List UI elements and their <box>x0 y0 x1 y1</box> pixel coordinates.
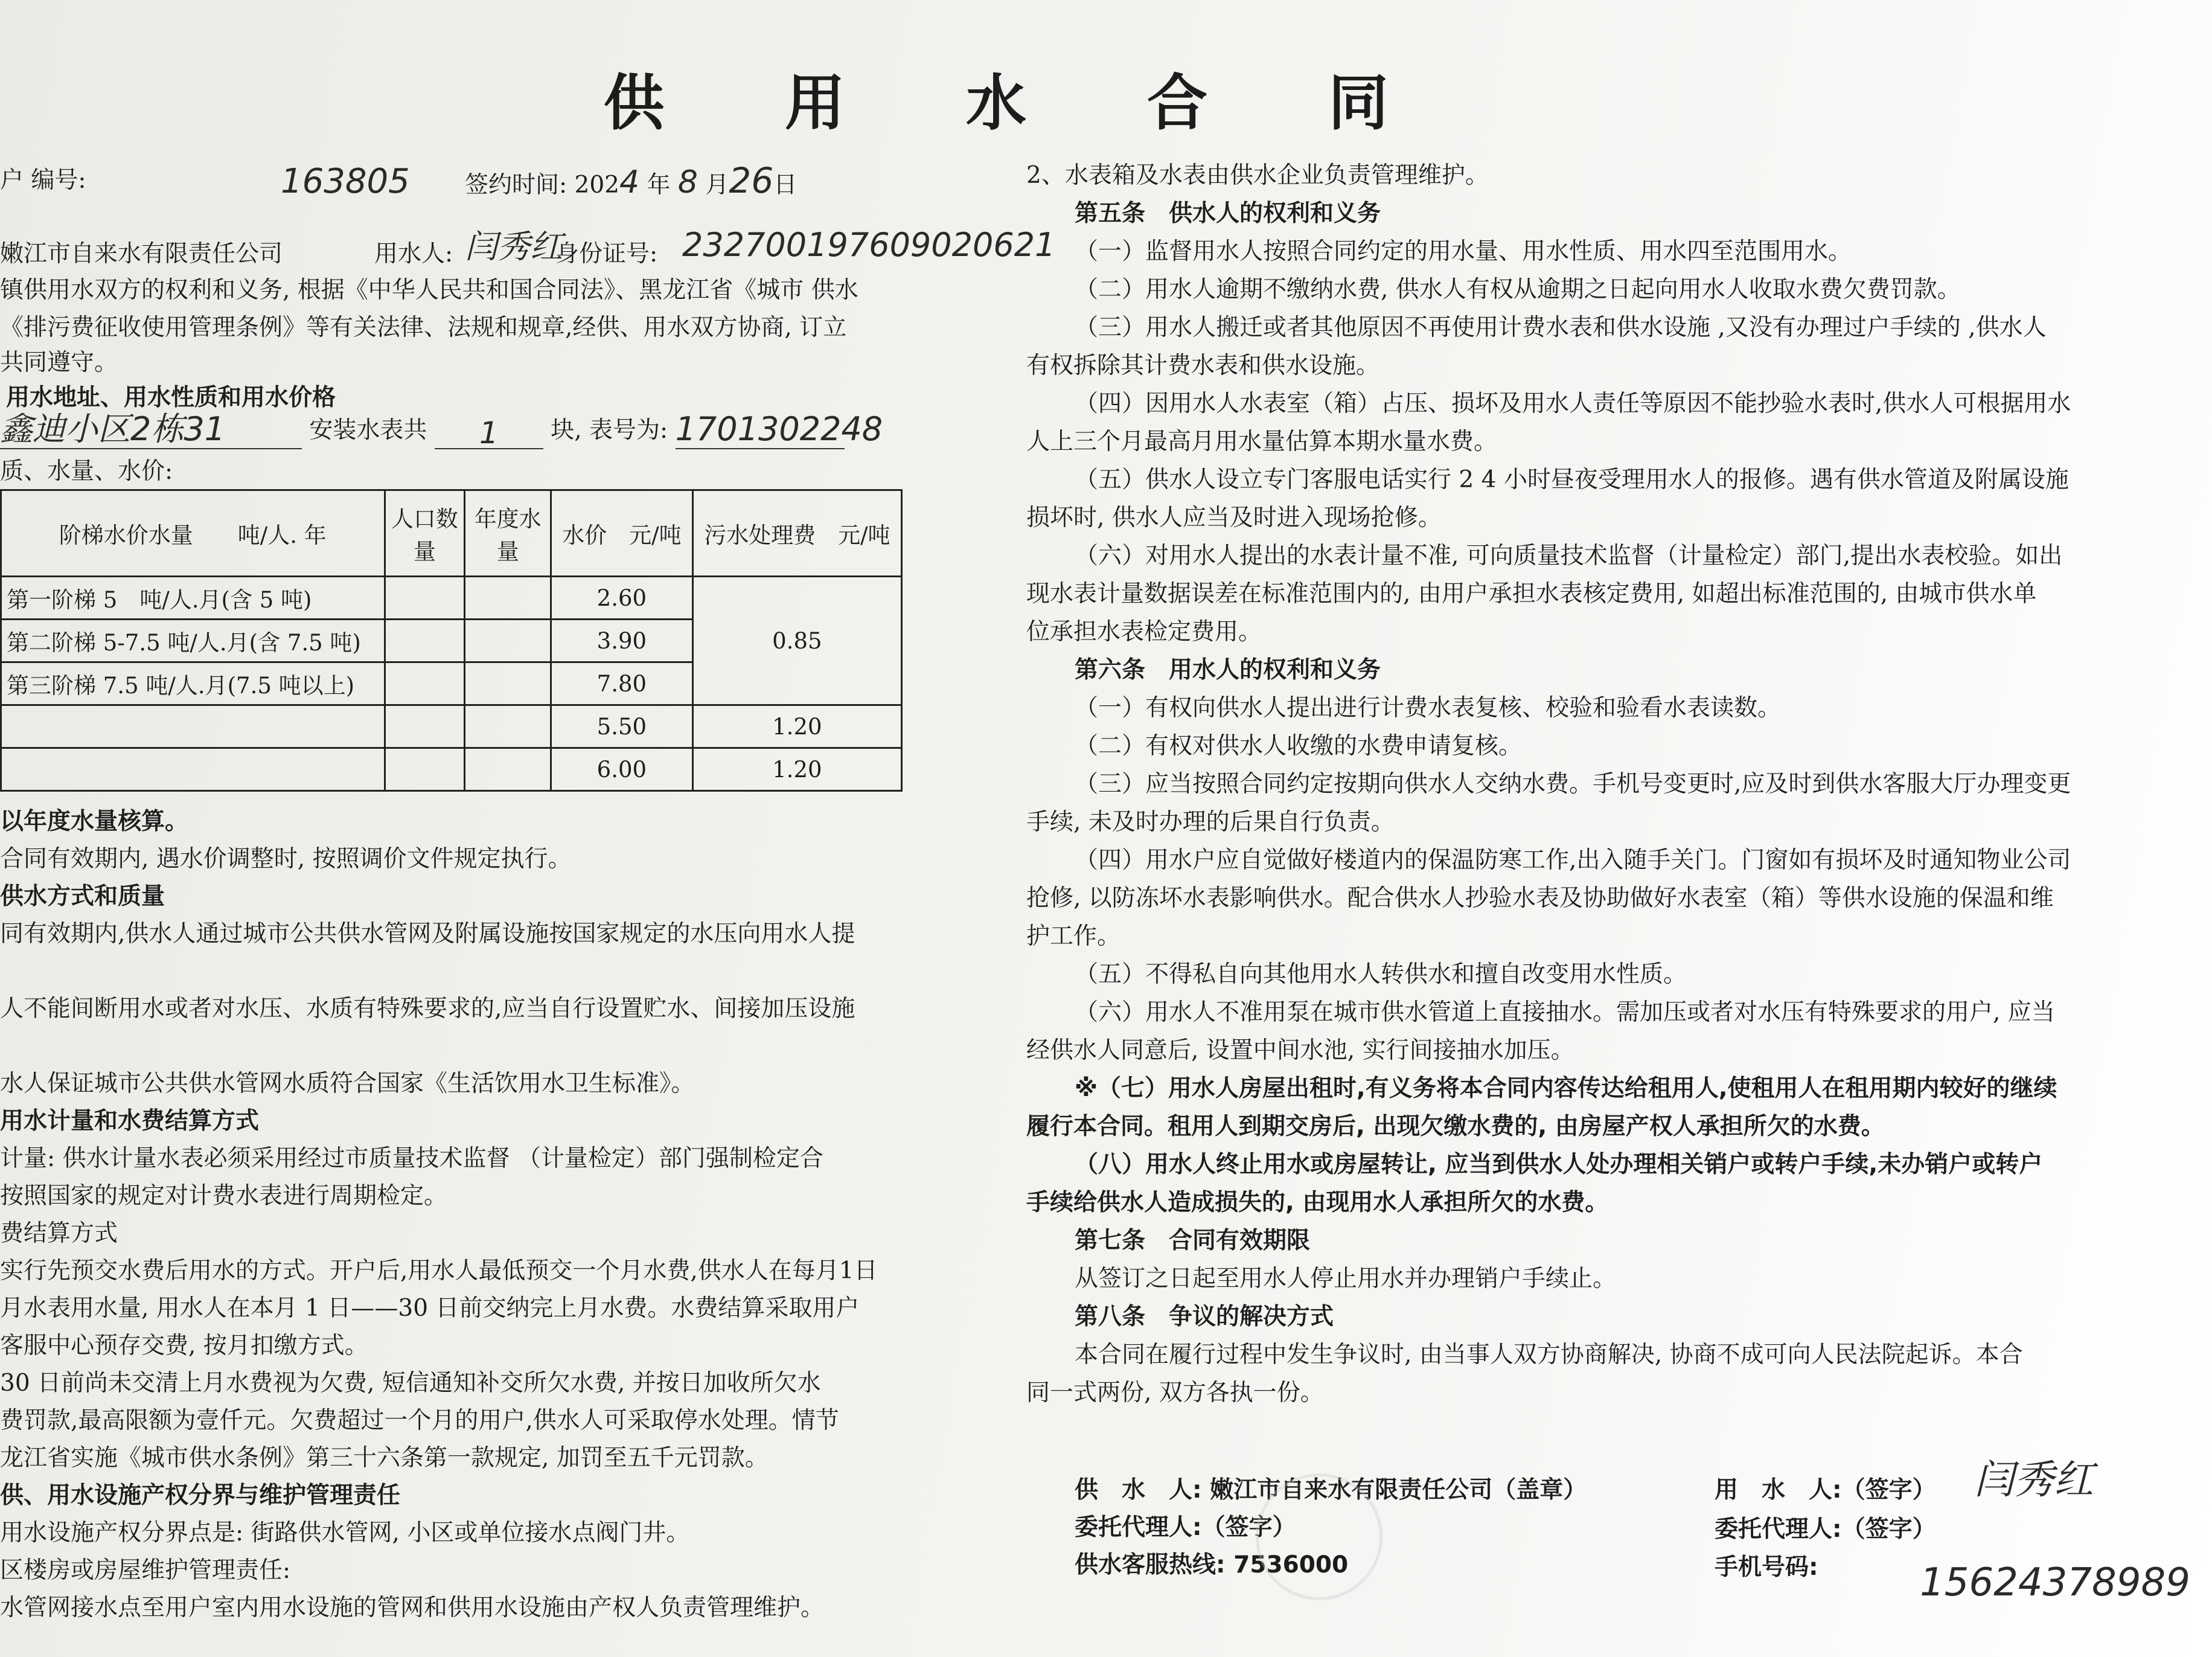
meter-count: 1 <box>435 414 543 449</box>
population-cell <box>385 662 465 705</box>
text-line: 同有效期内,供水人通过城市公共供水管网及附属设施按国家规定的水压向用水人提 <box>0 920 855 947</box>
text-line: （三）应当按照合同约定按期向供水人交纳水费。手机号变更时,应及时到供水客服大厅办理变更 <box>1075 771 2071 798</box>
user-signature: 闫秀红 <box>1974 1457 2094 1503</box>
population-cell <box>385 577 465 620</box>
price-cell: 2.60 <box>551 577 693 620</box>
annual-volume-cell <box>465 662 551 705</box>
table-header: 污水处理费 元/吨 <box>692 490 901 577</box>
title-char: 用 <box>785 68 845 138</box>
supplier-name: 嫩江市自来水有限责任公司 <box>0 240 283 268</box>
user-agent-label: 委托代理人:（签字） <box>1715 1516 1936 1543</box>
meter-mid: 块, 表号为: <box>551 417 668 444</box>
population-cell <box>385 705 465 748</box>
user-sign-label: 用 水 人:（签字） <box>1715 1476 1936 1504</box>
text-line: 用水设施产权分界点是: 街路供水管网, 小区或单位接水点阀门井。 <box>0 1519 690 1546</box>
text-line: 现水表计量数据误差在标准范围内的, 由用户承担水表核定费用, 如超出标准范围的, 由城市供水单 <box>1026 580 2037 607</box>
section-heading: （八）用水人终止用水或房屋转让, 应当到供水人处办理相关销户或转户手续,未办销户或转户 <box>1075 1151 2043 1178</box>
text-line: 区楼房或房屋维护管理责任: <box>0 1557 291 1584</box>
sewage-fee-cell: 1.20 <box>692 748 901 791</box>
section-heading: 履行本合同。租用人到期交房后, 出现欠缴水费的, 由房屋产权人承担所欠的水费。 <box>1026 1113 1885 1140</box>
phone-number: 15624378989 <box>1920 1560 2190 1605</box>
id-number: 232700197609020621 <box>682 226 1056 264</box>
price-cell: 7.80 <box>551 662 693 705</box>
meter-number: 1701302248 <box>675 410 883 448</box>
account-number: 163805 <box>281 162 410 201</box>
hotline-number: 7536000 <box>1233 1551 1349 1578</box>
text-line: 费结算方式 <box>0 1220 118 1247</box>
text-line: 客服中心预存交费, 按月扣缴方式。 <box>0 1332 368 1359</box>
table-header: 人口数量 <box>385 490 465 577</box>
annual-volume-cell <box>465 705 551 748</box>
text-line: 实行先预交水费后用水的方式。开户后,用水人最低预交一个月水费,供水人在每月1日 <box>0 1257 878 1284</box>
text-line: 抢修, 以防冻坏水表影响供水。配合供水人抄验水表及协助做好水表室（箱）等供水设施的保温和维 <box>1026 885 2054 912</box>
supplier-sign-label: 供 水 人: <box>1075 1476 1202 1504</box>
table-header: 年度水量 <box>465 490 551 577</box>
section-heading: 第六条 用水人的权利和义务 <box>1075 656 1381 684</box>
text-line: 合同有效期内, 遇水价调整时, 按照调价文件规定执行。 <box>0 845 572 873</box>
meter-prefix: 安装水表共 <box>309 417 427 444</box>
section-heading: 手续给供水人造成损失的, 由现用水人承担所欠的水费。 <box>1026 1189 1609 1216</box>
hotline-label: 供水客服热线: <box>1075 1551 1226 1578</box>
text-line: （四）用水户应自觉做好楼道内的保温防寒工作,出入随手关门。门窗如有损坏及时通知物业公司 <box>1075 847 2071 874</box>
section-heading: 第五条 供水人的权利和义务 <box>1075 200 1381 227</box>
text-line: 同一式两份, 双方各执一份。 <box>1026 1379 1324 1406</box>
supplier-agent-label: 委托代理人:（签字） <box>1075 1514 1296 1541</box>
tier-cell <box>1 705 385 748</box>
sign-year-unit: 年 <box>647 171 671 199</box>
sign-day-unit: 日 <box>773 171 798 199</box>
page-title <box>604 54 1389 141</box>
text-line: （一）有权向供水人提出进行计费水表复核、校验和验看水表读数。 <box>1075 694 1782 722</box>
table-row <box>1 705 902 748</box>
user-label: 用水人: <box>374 240 453 268</box>
address-line <box>0 411 903 449</box>
text-line: 水管网接水点至用户室内用水设施的管网和供用水设施由产权人负责管理维护。 <box>0 1594 825 1621</box>
sign-day: 26 <box>729 160 774 201</box>
title-char: 供 <box>604 68 664 138</box>
sign-date-label: 签约时间: 202 <box>465 171 619 199</box>
section-heading: 供、用水设施产权分界与维护管理责任 <box>0 1482 401 1509</box>
population-cell <box>385 748 465 791</box>
table-header: 阶梯水价水量 吨/人. 年 <box>1 490 385 577</box>
section-heading: ※（七）用水人房屋出租时,有义务将本合同内容传达给租用人,使租用人在租用期内较好的继续 <box>1075 1075 2057 1102</box>
sewage-fee-cell: 0.85 <box>692 577 901 705</box>
population-cell <box>385 620 465 662</box>
text-line: 费罚款,最高限额为壹仟元。欠费超过一个月的用户,供水人可采取停水处理。情节 <box>0 1407 839 1434</box>
price-cell: 3.90 <box>551 620 693 662</box>
text-line: 从签订之日起至用水人停止用水并办理销户手续止。 <box>1075 1265 1617 1292</box>
water-price-table <box>0 489 903 792</box>
tier-cell: 第二阶梯 5-7.5 吨/人.月(含 7.5 吨) <box>1 620 385 662</box>
annual-volume-cell <box>465 577 551 620</box>
account-label: 户 编号: <box>0 167 86 194</box>
text-line: 计量: 供水计量水表必须采用经过市质量技术监督 （计量检定）部门强制检定合 <box>0 1145 823 1172</box>
supplier-sign-value: 嫩江市自来水有限责任公司（盖章） <box>1210 1476 1587 1504</box>
nature-line: 质、水量、水价: <box>0 458 173 485</box>
text-line: 手续, 未及时办理的后果自行负责。 <box>1026 809 1395 836</box>
text-line: （六）对用水人提出的水表计量不准, 可向质量技术监督（计量检定）部门,提出水表校验。如出 <box>1075 542 2063 569</box>
text-line: （四）因用水人水表室（箱）占压、损坏及用水人责任等原因不能抄验水表时,供水人可根据用水 <box>1075 390 2071 417</box>
text-line: 水人保证城市公共供水管网水质符合国家《生活饮用水卫生标准》。 <box>0 1070 695 1097</box>
user-name: 闫秀红 <box>465 228 563 266</box>
text-line: 人不能间断用水或者对水压、水质有特殊要求的,应当自行设置贮水、间接加压设施 <box>0 995 855 1022</box>
tier-cell <box>1 748 385 791</box>
text-line: 龙江省实施《城市供水条例》第三十六条第一款规定, 加罚至五千元罚款。 <box>0 1444 769 1472</box>
section-heading: 供水方式和质量 <box>0 883 165 910</box>
intro-line: 《排污费征收使用管理条例》等有关法律、法规和规章,经供、用水双方协商, 订立 <box>0 314 847 341</box>
address-value: 鑫迪小区2栋31 <box>0 411 302 449</box>
tier-cell: 第三阶梯 7.5 吨/人.月(7.5 吨以上) <box>1 662 385 705</box>
address-heading: 用水地址、用水性质和用水价格 <box>6 384 336 411</box>
table-row <box>1 577 902 620</box>
text-line: （二）用水人逾期不缴纳水费, 供水人有权从逾期之日起向用水人收取水费欠费罚款。 <box>1075 276 1961 303</box>
price-cell: 6.00 <box>551 748 693 791</box>
section-heading: 用水计量和水费结算方式 <box>0 1107 260 1135</box>
section-heading: 第八条 争议的解决方式 <box>1075 1303 1334 1330</box>
text-line: 经供水人同意后, 设置中间水池, 实行间接抽水加压。 <box>1026 1037 1574 1064</box>
intro-line: 镇供用水双方的权利和义务, 根据《中华人民共和国合同法》、黑龙江省《城市 供水 <box>0 277 858 304</box>
table-header: 水价 元/吨 <box>551 490 693 577</box>
text-line: （六）用水人不准用泵在城市供水管道上直接抽水。需加压或者对水压有特殊要求的用户, 应当 <box>1075 999 2055 1026</box>
sign-year-digit: 4 <box>619 164 640 200</box>
text-line: （三）用水人搬迁或者其他原因不再使用计费水表和供水设施 ,又没有办理过户手续的 ,供水人 <box>1075 314 2047 341</box>
sign-date <box>465 162 797 204</box>
text-line: 损坏时, 供水人应当及时进入现场抢修。 <box>1026 504 1442 531</box>
text-line: 按照国家的规定对计费水表进行周期检定。 <box>0 1182 448 1210</box>
section-heading: 以年度水量核算。 <box>0 808 189 835</box>
title-char: 合 <box>1147 68 1207 138</box>
tier-cell: 第一阶梯 5 吨/人.月(含 5 吨) <box>1 577 385 620</box>
text-line: （五）供水人设立专门客服电话实行 2 4 小时昼夜受理用水人的报修。遇有供水管道及附属设施 <box>1075 466 2069 493</box>
text-line: 有权拆除其计费水表和供水设施。 <box>1026 352 1380 379</box>
text-line: （二）有权对供水人收缴的水费申请复核。 <box>1075 732 1523 760</box>
text-line: （五）不得私自向其他用水人转供水和擅自改变用水性质。 <box>1075 961 1687 988</box>
text-line: 30 日前尚未交清上月水费视为欠费, 短信通知补交所欠水费, 并按日加收所欠水 <box>0 1370 821 1397</box>
text-line: 本合同在履行过程中发生争议时, 由当事人双方协商解决, 协商不成可向人民法院起诉。本合 <box>1075 1341 2023 1368</box>
text-line: 位承担水表检定费用。 <box>1026 618 1262 646</box>
sign-month-unit: 月 <box>705 171 729 199</box>
sign-month: 8 <box>677 164 698 200</box>
text-line: 月水表用水量, 用水人在本月 1 日——30 日前交纳完上月水费。水费结算采取用户 <box>0 1295 860 1322</box>
section-heading: 第七条 合同有效期限 <box>1075 1227 1311 1254</box>
text-line: （一）监督用水人按照合同约定的用水量、用水性质、用水四至范围用水。 <box>1075 238 1852 265</box>
faded-stamp <box>1256 1473 1382 1600</box>
title-char: 水 <box>966 68 1026 138</box>
text-line: 人上三个月最高月用水量估算本期水量水费。 <box>1026 428 1498 455</box>
annual-volume-cell <box>465 620 551 662</box>
id-label: 身份证号: <box>555 240 658 268</box>
intro-line: 共同遵守。 <box>0 349 118 376</box>
annual-volume-cell <box>465 748 551 791</box>
table-header-row <box>1 490 902 577</box>
table-row <box>1 748 902 791</box>
text-line: 护工作。 <box>1026 923 1121 950</box>
text-line: 2、水表箱及水表由供水企业负责管理维护。 <box>1026 162 1489 189</box>
title-char: 同 <box>1328 68 1389 138</box>
sewage-fee-cell: 1.20 <box>692 705 901 748</box>
phone-label: 手机号码: <box>1715 1554 1818 1581</box>
price-cell: 5.50 <box>551 705 693 748</box>
